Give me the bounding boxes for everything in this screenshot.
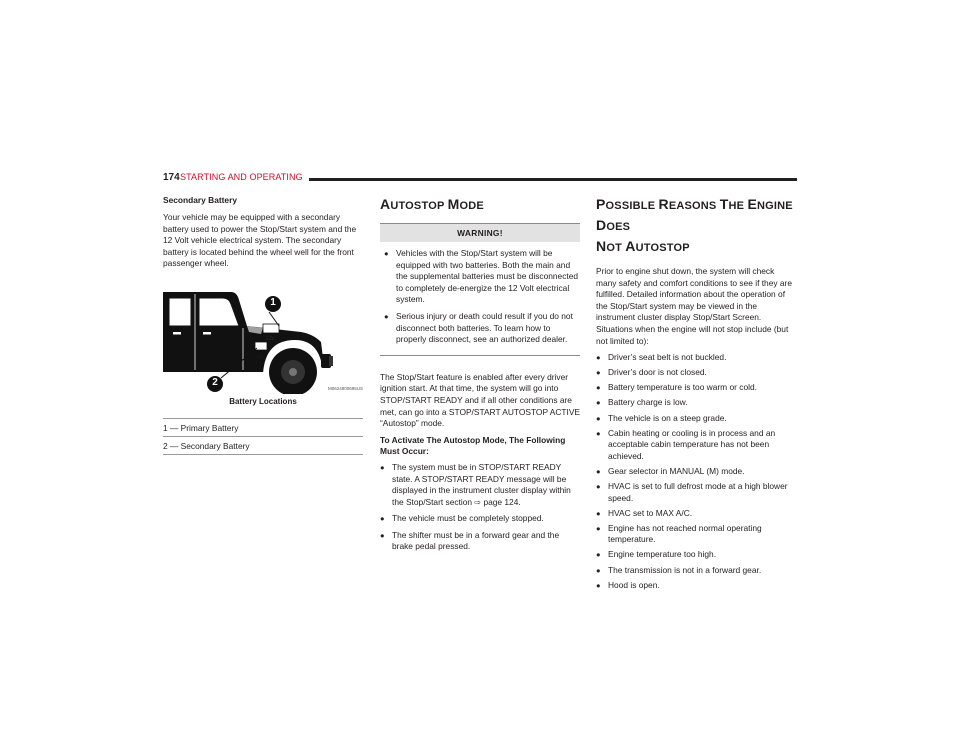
figure-caption: Battery Locations: [229, 396, 297, 406]
page-reference-link[interactable]: page 124.: [483, 496, 521, 507]
reason-item: ● Engine has not reached normal operating temperature.: [596, 523, 797, 546]
column-right: [596, 195, 797, 591]
reason-item: ● Engine temperature too high.: [596, 549, 797, 561]
reason-item: ● Driver’s door is not closed.: [596, 367, 797, 379]
reason-item: ● Battery temperature is too warm or cold.: [596, 382, 797, 394]
activate-autostop-subheading: To Activate The Autostop Mode, The Following Must Occur:: [380, 434, 566, 457]
activate-conditions-list: [380, 462, 580, 553]
warning-item: ● Vehicles with the Stop/Start system will be equipped with two batteries. Both the main and the supplemental batteries must be disconnected to completely de-energize the 12 Volt electrical system.: [384, 248, 580, 306]
reason-item: ● Driver’s seat belt is not buckled.: [596, 352, 797, 364]
secondary-battery-subheading: Secondary Battery: [163, 195, 238, 205]
reason-item: ● The vehicle is on a steep grade.: [596, 413, 797, 425]
column-middle: [380, 195, 580, 553]
condition-item: ● The shifter must be in a forward gear and the brake pedal pressed.: [380, 530, 580, 553]
reason-item: ● Cabin heating or cooling is in process and an acceptable cabin temperature has not been achieved.: [596, 428, 797, 463]
vehicle-illustration: [163, 282, 363, 394]
figure-legend: [163, 418, 363, 455]
possible-reasons-heading: POSSIBLE REASONS THE ENGINE DOES NOT AUTOSTOP: [596, 196, 793, 254]
warning-box: [380, 223, 580, 356]
no-autostop-reasons-list: [596, 352, 797, 591]
reason-item: ● The transmission is not in a forward gear.: [596, 565, 797, 577]
header-rule: [309, 178, 797, 181]
condition-item: ● The system must be in STOP/START READY state. A STOP/START READY message will be displayed in the instrument cluster display within the Stop/Start section ⇨ page 124.: [380, 462, 580, 508]
reason-item: ● HVAC is set to full defrost mode at a high blower speed.: [596, 481, 797, 504]
page-header: [163, 172, 797, 186]
battery-locations-figure: [163, 282, 363, 410]
callout-2-label: 2: [212, 376, 218, 388]
warning-item: ● Serious injury or death could result if you do not disconnect both batteries. To learn how to properly disconnect, see an authorized dealer.: [384, 311, 580, 346]
figure-code: M0624800695US: [327, 385, 363, 391]
warning-title: WARNING!: [380, 223, 580, 242]
autostop-mode-heading: AUTOSTOP MODE: [380, 196, 484, 212]
autostop-paragraph: The Stop/Start feature is enabled after every driver ignition start. At that time, the system will go into STOP/START READY and if all other conditions are met, can go into a STOP/START AUTOSTOP ACTIVE “Autostop” mode.: [380, 371, 580, 429]
page-number: 174: [163, 172, 180, 183]
reason-item: ● Hood is open.: [596, 580, 797, 592]
callout-1-label: 1: [270, 296, 276, 308]
engine-check-paragraph: Prior to engine shut down, the system will check many safety and comfort conditions to see if they are fulfilled. Detailed information about the operation of the Stop/Start system may be viewed in the instrument cluster display Stop/Start Screen. Situations when the engine will not stop include (but not limited to):: [596, 266, 792, 346]
legend-item: 2 — Secondary Battery: [163, 437, 363, 455]
section-title: STARTING AND OPERATING: [180, 172, 303, 182]
battery-12v-label-secondary: 12v: [256, 353, 264, 359]
secondary-battery-paragraph: Your vehicle may be equipped with a secondary battery used to power the Stop/Start system and the 12 Volt vehicle electrical system. The secondary battery is located behind the wheel well for the front passenger wheel.: [163, 212, 357, 269]
battery-12v-label-primary: 12v: [265, 335, 276, 342]
column-left: [163, 195, 363, 455]
reason-item: ● Battery charge is low.: [596, 397, 797, 409]
condition-item: ● The vehicle must be completely stopped.: [380, 513, 580, 525]
reason-item: ● Gear selector in MANUAL (M) mode.: [596, 466, 797, 478]
legend-item: 1 — Primary Battery: [163, 418, 363, 437]
reason-item: ● HVAC set to MAX A/C.: [596, 508, 797, 520]
page-reference-arrow-icon: ⇨: [474, 497, 482, 507]
